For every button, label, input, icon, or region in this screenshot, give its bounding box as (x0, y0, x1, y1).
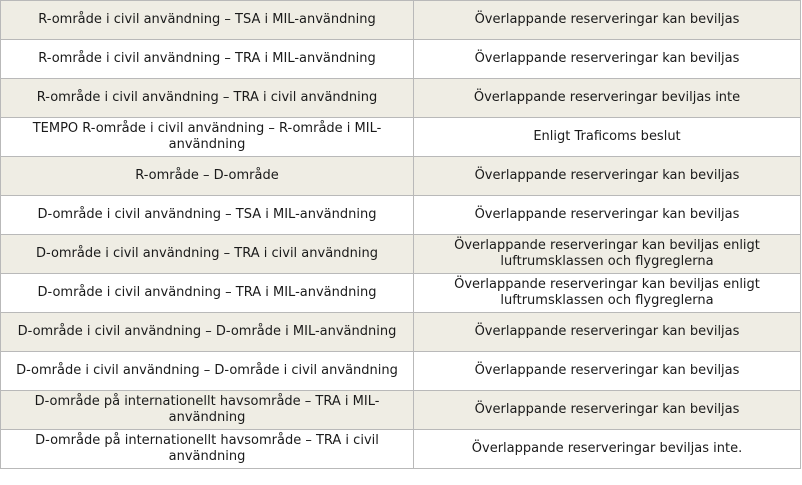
reservation-rule-cell: Överlappande reserveringar kan beviljas (414, 391, 801, 430)
reservation-rule-cell: Överlappande reserveringar kan beviljas (414, 196, 801, 235)
area-combination-cell: D-område i civil användning – D-område i civil användning (1, 352, 414, 391)
table-row (1, 391, 801, 430)
area-combination-cell: TEMPO R-område i civil användning – R-område i MIL-användning (1, 118, 414, 157)
table-row (1, 118, 801, 157)
reservation-rule-cell: Enligt Traficoms beslut (414, 118, 801, 157)
area-combination-cell: D-område i civil användning – TRA i civil användning (1, 235, 414, 274)
area-combination-cell: D-område i civil användning – TRA i MIL-användning (1, 274, 414, 313)
area-combination-cell: D-område i civil användning – TSA i MIL-användning (1, 196, 414, 235)
reservation-rule-cell: Överlappande reserveringar kan beviljas enligt luftrumsklassen och flygreglerna (414, 235, 801, 274)
area-combination-cell: R-område – D-område (1, 157, 414, 196)
table-row (1, 1, 801, 40)
table-row (1, 40, 801, 79)
area-combination-cell: R-område i civil användning – TRA i civil användning (1, 79, 414, 118)
table-row (1, 79, 801, 118)
table-row (1, 352, 801, 391)
reservation-rule-cell: Överlappande reserveringar beviljas inte. (414, 430, 801, 469)
table-row (1, 430, 801, 469)
reservation-rule-cell: Överlappande reserveringar beviljas inte (414, 79, 801, 118)
reservation-rule-cell: Överlappande reserveringar kan beviljas (414, 40, 801, 79)
area-combination-cell: D-område på internationellt havsområde – TRA i civil användning (1, 430, 414, 469)
area-combination-cell: R-område i civil användning – TRA i MIL-användning (1, 40, 414, 79)
area-combination-cell: D-område i civil användning – D-område i MIL-användning (1, 313, 414, 352)
table-row (1, 157, 801, 196)
reservation-rule-cell: Överlappande reserveringar kan beviljas (414, 157, 801, 196)
table-row (1, 274, 801, 313)
reservation-rule-cell: Överlappande reserveringar kan beviljas enligt luftrumsklassen och flygreglerna (414, 274, 801, 313)
reservation-rule-cell: Överlappande reserveringar kan beviljas (414, 313, 801, 352)
reservation-rule-cell: Överlappande reserveringar kan beviljas (414, 352, 801, 391)
reservation-rule-cell: Överlappande reserveringar kan beviljas (414, 1, 801, 40)
area-combination-cell: D-område på internationellt havsområde – TRA i MIL-användning (1, 391, 414, 430)
table-row (1, 235, 801, 274)
table-row (1, 196, 801, 235)
table-row (1, 313, 801, 352)
area-combination-cell: R-område i civil användning – TSA i MIL-användning (1, 1, 414, 40)
